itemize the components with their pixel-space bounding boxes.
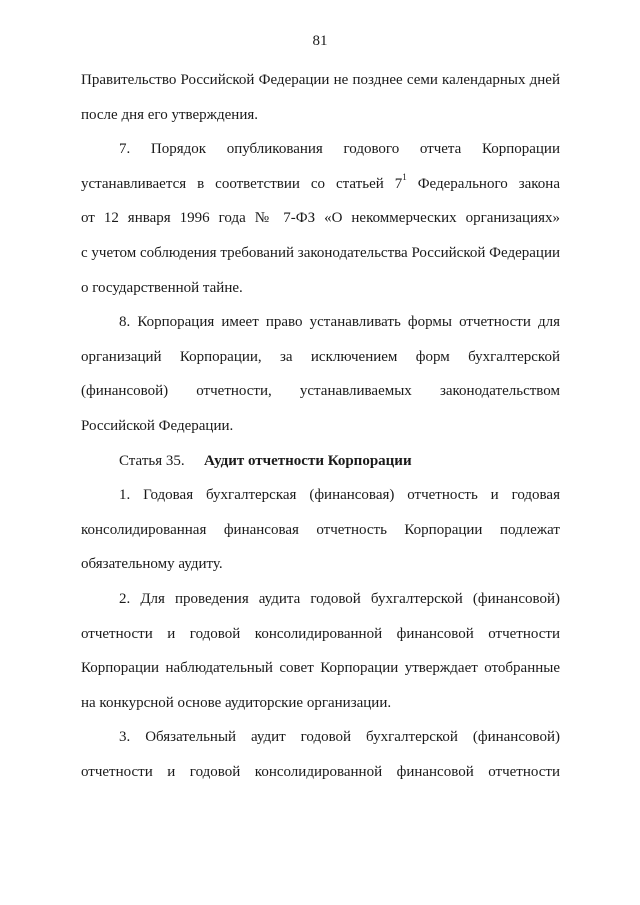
text-line: отчетности и годовой консолидированной финансовой отчетности xyxy=(81,625,560,642)
text-line: 1. Годовая бухгалтерская (финансовая) отчетность и годовая xyxy=(119,487,560,504)
text-line-with-superscript xyxy=(81,167,560,202)
text-line: о государственной тайне. xyxy=(81,279,243,296)
text-line: Корпорации наблюдательный совет Корпорации утверждает отобранные xyxy=(81,660,560,677)
text-line: обязательному аудиту. xyxy=(81,556,223,573)
text-line: от 12 января 1996 года № 7-ФЗ «О некоммерческих организациях» xyxy=(81,210,560,227)
text-line: (финансовой) отчетности, устанавливаемых законодательством xyxy=(81,383,560,400)
article-number: Статья 35. xyxy=(119,452,185,469)
paragraph-item-2 xyxy=(81,582,560,720)
text-line: с учетом соблюдения требований законодательства Российской Федерации xyxy=(81,244,560,261)
text-line: после дня его утверждения. xyxy=(81,106,259,123)
text-line: 2. Для проведения аудита годовой бухгалтерской (финансовой) xyxy=(119,590,560,607)
text-line: организаций Корпорации, за исключением форм бухгалтерской xyxy=(81,348,560,365)
paragraph-item-1 xyxy=(81,478,560,582)
text-line: Российской Федерации. xyxy=(81,417,234,434)
paragraph-item-7 xyxy=(81,132,560,305)
text-line: 8. Корпорация имеет право устанавливать формы отчетности для xyxy=(119,314,560,331)
text-fragment: устанавливается в соответствии со статьей 7 xyxy=(81,175,403,192)
paragraph-continuation xyxy=(81,63,560,132)
text-fragment: Федерального закона xyxy=(406,175,560,192)
text-line: Правительство Российской Федерации не позднее семи календарных дней xyxy=(81,72,560,88)
text-line: 3. Обязательный аудит годовой бухгалтерской (финансовой) xyxy=(119,729,560,746)
superscript: 1 xyxy=(402,171,407,182)
document-body xyxy=(81,63,560,789)
paragraph-item-8 xyxy=(81,305,560,443)
text-line: 7. Порядок опубликования годового отчета Корпорации xyxy=(119,141,560,158)
article-heading xyxy=(81,444,560,479)
article-title: Аудит отчетности Корпорации xyxy=(204,452,412,469)
paragraph-item-3 xyxy=(81,720,560,789)
page-number: 81 xyxy=(312,33,328,49)
text-line: консолидированная финансовая отчетность Корпорации подлежат xyxy=(81,521,560,538)
text-line: отчетности и годовой консолидированной финансовой отчетности xyxy=(81,763,560,780)
text-line: на конкурсной основе аудиторские организации. xyxy=(81,694,392,711)
